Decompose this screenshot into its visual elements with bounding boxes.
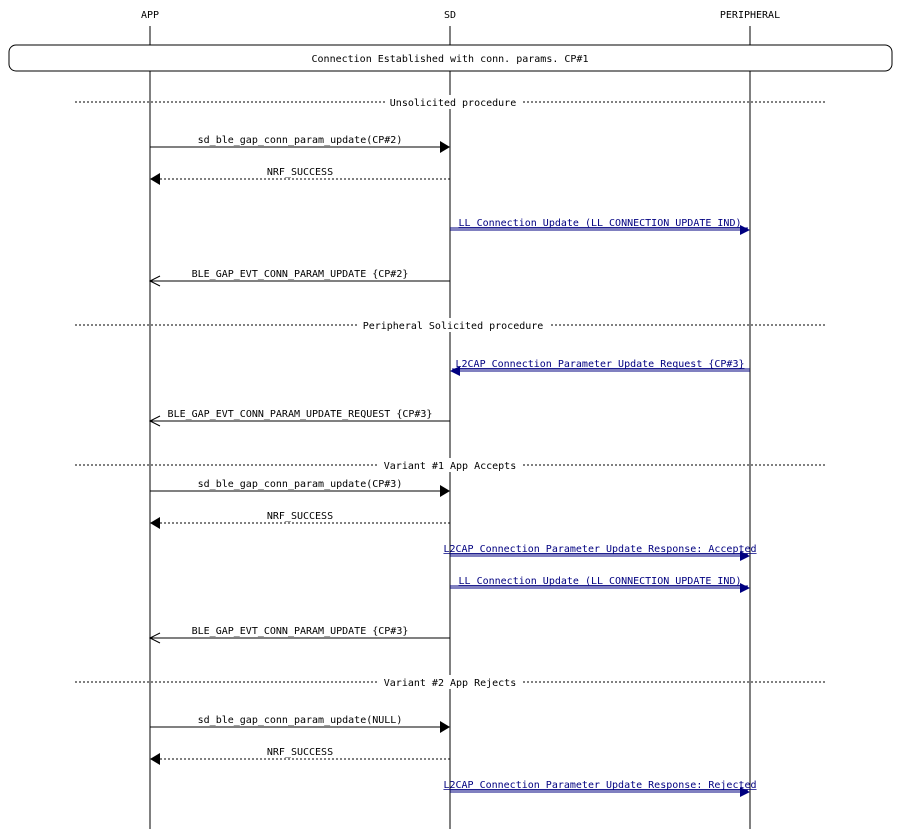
message-label: L2CAP Connection Parameter Update Response: Rejected [443, 780, 757, 791]
message-label: BLE_GAP_EVT_CONN_PARAM_UPDATE {CP#2} [191, 269, 409, 280]
message-label: NRF_SUCCESS [266, 747, 334, 758]
section-label: Unsolicited procedure [389, 98, 517, 109]
message-label: L2CAP Connection Parameter Update Response: Accepted [443, 544, 757, 555]
section-label: Variant #1 App Accepts [383, 461, 517, 472]
message-label: NRF_SUCCESS [266, 511, 334, 522]
lifeline-label-sd: SD [443, 10, 457, 21]
message-label: L2CAP Connection Parameter Update Request {CP#3} [455, 359, 745, 370]
section-label: Peripheral Solicited procedure [362, 321, 544, 332]
section-label: Variant #2 App Rejects [383, 678, 517, 689]
message-label: sd_ble_gap_conn_param_update(NULL) [197, 715, 403, 726]
message-label: sd_ble_gap_conn_param_update(CP#2) [197, 135, 403, 146]
message-label: LL Connection Update (LL_CONNECTION_UPDATE_IND) [458, 218, 742, 229]
message-label: NRF_SUCCESS [266, 167, 334, 178]
message-label: BLE_GAP_EVT_CONN_PARAM_UPDATE {CP#3} [191, 626, 409, 637]
message-label: LL Connection Update (LL_CONNECTION_UPDATE_IND) [458, 576, 742, 587]
message-label: sd_ble_gap_conn_param_update(CP#3) [197, 479, 403, 490]
lifeline-label-app: APP [140, 10, 160, 21]
message-label: BLE_GAP_EVT_CONN_PARAM_UPDATE_REQUEST {CP#3} [167, 409, 433, 420]
lifeline-label-peripheral: PERIPHERAL [719, 10, 781, 21]
connection-banner-text: Connection Established with conn. params. CP#1 [311, 54, 589, 65]
